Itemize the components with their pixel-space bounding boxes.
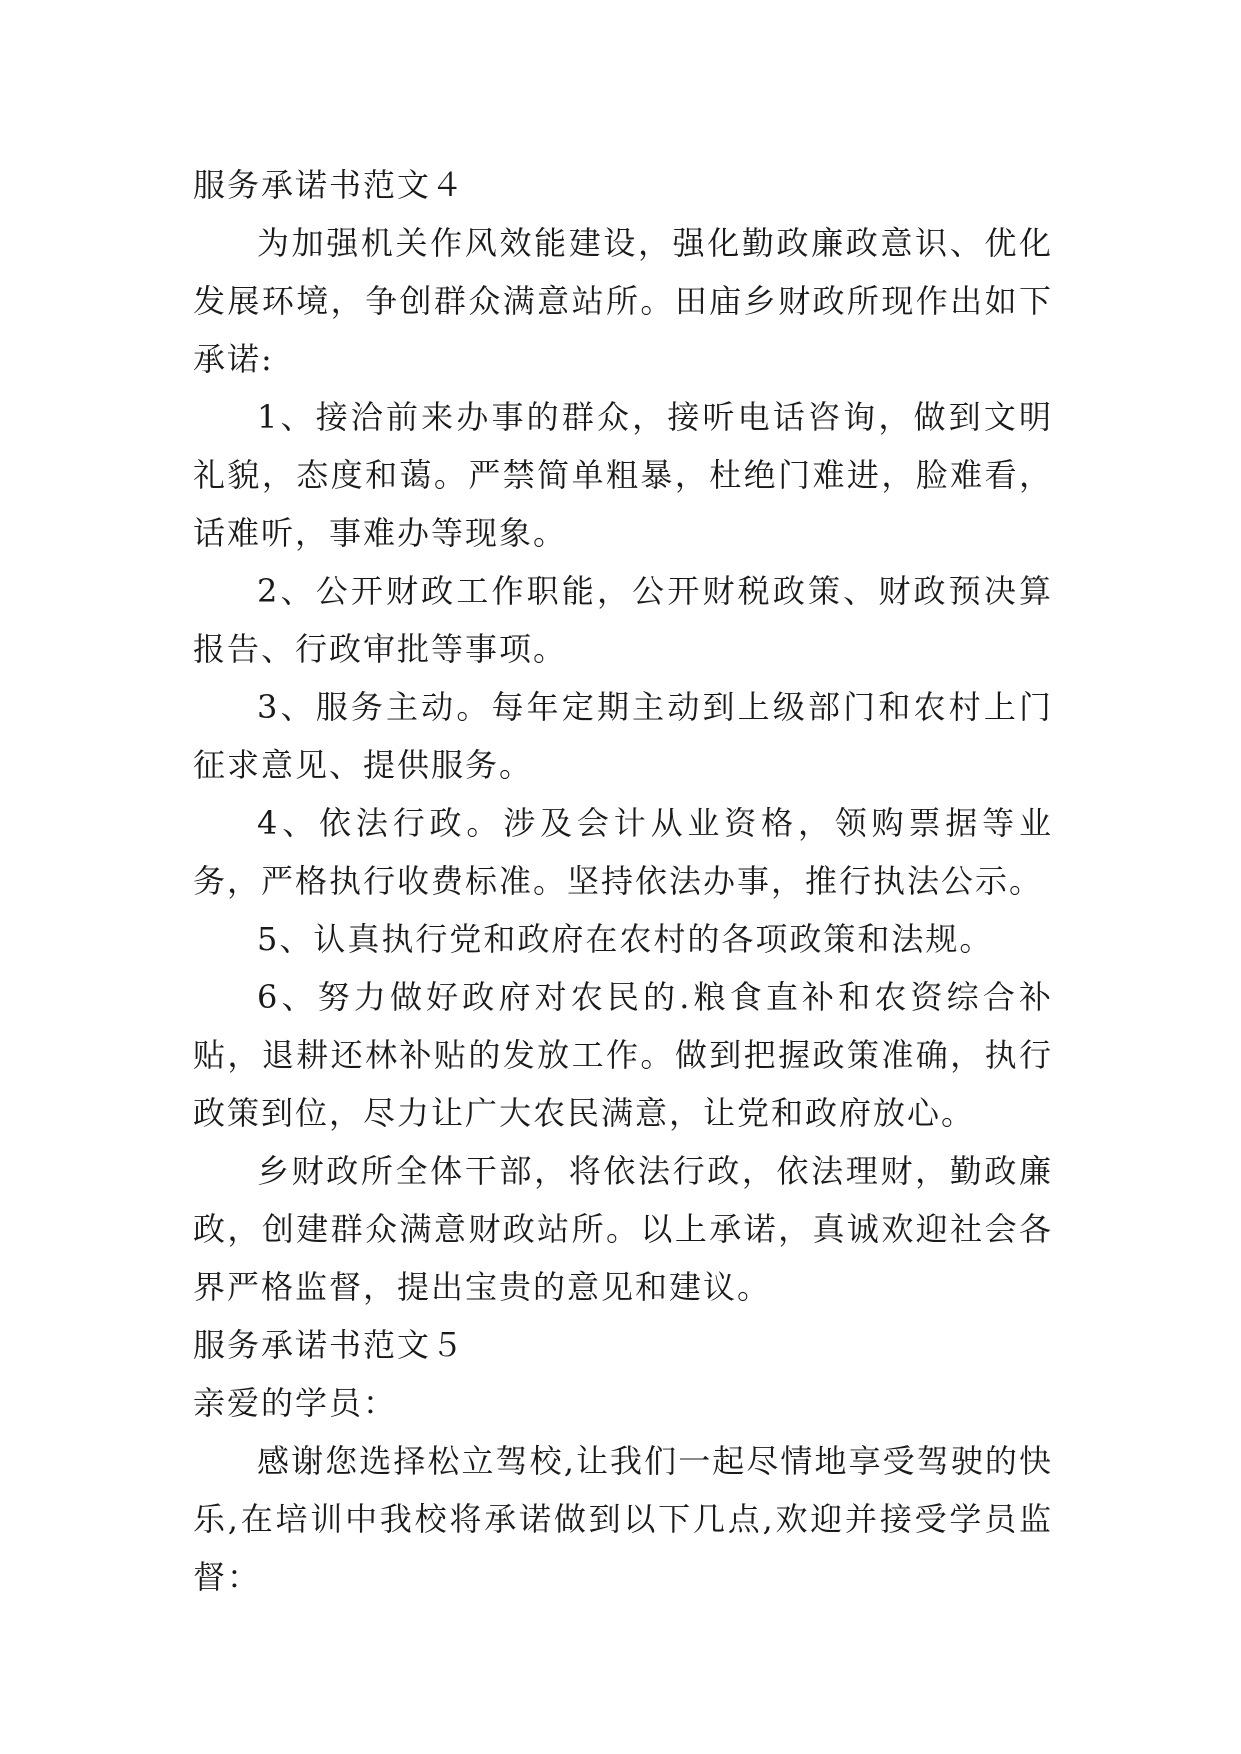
section-4-title: 服务承诺书范文４ — [193, 166, 466, 204]
section-5-title: 服务承诺书范文５ — [193, 1326, 466, 1364]
section-4-item-4: 4、依法行政。涉及会计从业资格，领购票据等业务，严格执行收费标准。坚持依法办事，推行执法公示。 — [193, 804, 1053, 900]
section-4-item-3: 3、服务主动。每年定期主动到上级部门和农村上门征求意见、提供服务。 — [193, 688, 1053, 784]
document-body — [193, 156, 1053, 1606]
section-4-item-2: 2、公开财政工作职能，公开财税政策、财政预决算报告、行政审批等事项。 — [193, 572, 1053, 668]
section-5-salutation: 亲爱的学员： — [193, 1384, 398, 1422]
section-4-intro: 为加强机关作风效能建设，强化勤政廉政意识、优化发展环境，争创群众满意站所。田庙乡财政所现作出如下承诺: — [193, 224, 1053, 378]
section-4-item-1: 1、接洽前来办事的群众，接听电话咨询，做到文明礼貌，态度和蔼。严禁简单粗暴，杜绝门难进，脸难看，话难听，事难办等现象。 — [193, 398, 1053, 552]
section-4-closing: 乡财政所全体干部，将依法行政，依法理财，勤政廉政，创建群众满意财政站所。以上承诺，真诚欢迎社会各界严格监督，提出宝贵的意见和建议。 — [193, 1152, 1053, 1306]
section-5-intro: 感谢您选择松立驾校,让我们一起尽情地享受驾驶的快乐,在培训中我校将承诺做到以下几点,欢迎并接受学员监督： — [193, 1442, 1053, 1596]
section-4-item-6: 6、努力做好政府对农民的.粮食直补和农资综合补贴，退耕还林补贴的发放工作。做到把握政策准确，执行政策到位，尽力让广大农民满意，让党和政府放心。 — [193, 978, 1053, 1132]
section-4-item-5: 5、认真执行党和政府在农村的各项政策和法规。 — [257, 920, 994, 958]
